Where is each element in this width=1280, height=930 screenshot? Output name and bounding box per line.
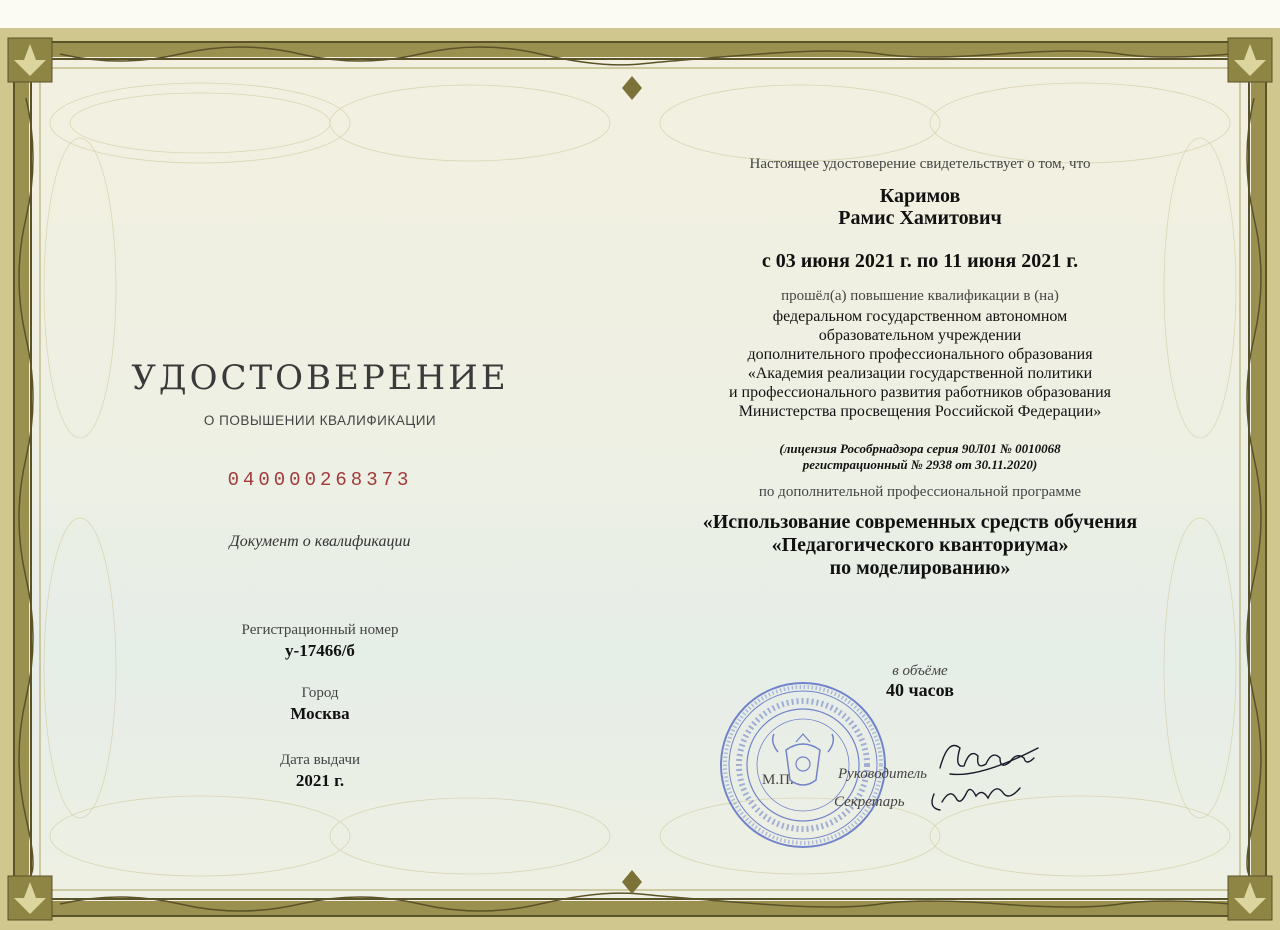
city-value: Москва: [290, 704, 350, 723]
org-line: федеральном государственном автономном: [772, 308, 1068, 325]
document-title: УДОСТОВЕРЕНИЕ: [131, 358, 509, 398]
program-line: по моделированию»: [829, 557, 1011, 579]
training-period: с 03 июня 2021 г. по 11 июня 2021 г.: [761, 250, 1079, 272]
org-line: «Академия реализации государственной политики: [747, 365, 1093, 382]
serial-number: 040000268373: [227, 469, 413, 491]
certificate-document: [0, 28, 1280, 930]
license-line: регистрационный № 2938 от 30.11.2020): [802, 457, 1038, 472]
program-line: «Использование современных средств обучения: [702, 511, 1138, 533]
document-subtitle: О ПОВЫШЕНИИ КВАЛИФИКАЦИИ: [203, 413, 437, 428]
registration-label: Регистрационный номер: [241, 622, 399, 638]
volume-value: 40 часов: [886, 680, 954, 700]
registration-number: у-17466/б: [285, 641, 355, 660]
official-stamp: [708, 680, 898, 850]
volume-label: в объёме: [892, 663, 948, 679]
program-line: «Педагогического кванториума»: [771, 534, 1069, 556]
person-name: [640, 185, 1200, 229]
organization-name: [640, 307, 1200, 421]
person-surname: Каримов: [879, 185, 961, 207]
program-name: [640, 511, 1200, 580]
mp-label: М.П.: [762, 772, 794, 788]
issue-date-label: Дата выдачи: [279, 752, 361, 768]
issue-date-value: 2021 г.: [295, 771, 345, 790]
head-label: Руководитель: [838, 766, 927, 782]
org-line: дополнительного профессионального образования: [747, 346, 1093, 363]
secretary-label: Секретарь: [834, 794, 905, 810]
intro-text: Настоящее удостоверение свидетельствует о том, что: [749, 156, 1091, 172]
org-line: образовательном учреждении: [818, 327, 1022, 344]
license-line: (лицензия Рособрнадзора серия 90Л01 № 0010068: [779, 441, 1061, 456]
person-given-names: Рамис Хамитович: [838, 207, 1002, 229]
document-kind: Документ о квалификации: [229, 533, 411, 550]
city-label: Город: [301, 685, 339, 701]
passed-text: прошёл(а) повышение квалификации в (на): [781, 288, 1059, 304]
program-intro: по дополнительной профессиональной программе: [758, 484, 1082, 500]
org-line: Министерства просвещения Российской Федерации»: [738, 403, 1102, 420]
org-line: и профессионального развития работников образования: [728, 384, 1112, 401]
license-info: [640, 441, 1200, 473]
signatures: [920, 718, 1060, 818]
